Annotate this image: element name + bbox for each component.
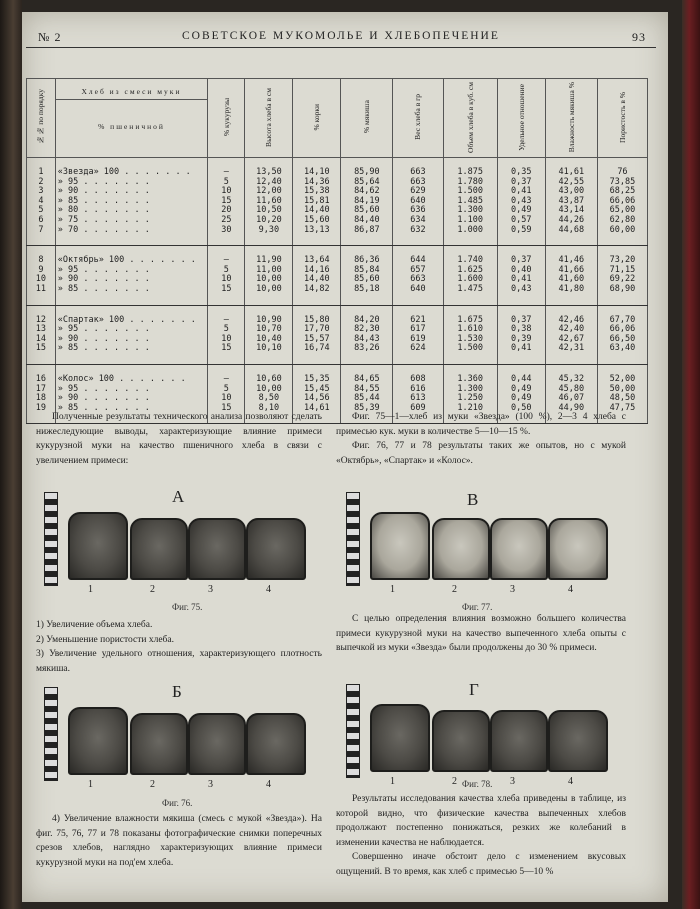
scale-ruler: [44, 492, 58, 586]
bread-slice: [490, 518, 548, 580]
table-cell: 10,10: [245, 344, 293, 364]
scale-ruler: [44, 687, 58, 781]
bread-slice: [188, 713, 246, 775]
table-cell: 1.625: [443, 266, 497, 276]
list-item: 3) Увеличение удельного отношения, характеризующего плотность мякиша.: [36, 649, 322, 674]
list-item: 1) Увеличение объема хлеба.: [36, 620, 153, 630]
table-cell: 42,67: [545, 335, 597, 345]
table-cell: —: [208, 158, 245, 178]
table-row: [27, 344, 648, 364]
table-cell: 0,49: [497, 385, 545, 395]
book-spine: [0, 0, 22, 909]
table-cell: —: [208, 364, 245, 384]
table-cell: 17: [27, 385, 56, 395]
bread-slice: [432, 710, 490, 772]
table-cell-name: » 90 . . . . . . .: [55, 394, 207, 404]
table-cell: 15,45: [293, 385, 341, 395]
table-cell: 42,31: [545, 344, 597, 364]
table-head: [27, 79, 648, 158]
figure-75-caption: Фиг. 75.: [172, 602, 203, 612]
bread-number: 4: [568, 584, 573, 595]
col-header: % корки: [293, 79, 341, 158]
table-cell: 0,43: [497, 197, 545, 207]
table-cell: 640: [393, 197, 443, 207]
figure-78-photo: [338, 684, 623, 794]
table-cell-name: » 90 . . . . . . .: [55, 335, 207, 345]
table-cell: 50,00: [597, 385, 647, 395]
table-cell: 1.360: [443, 364, 497, 384]
bread-slice: [432, 518, 490, 580]
table-row: [27, 226, 648, 246]
table-cell: 0,35: [497, 158, 545, 178]
table-cell: 609: [393, 404, 443, 424]
table-cell: 14,10: [293, 158, 341, 178]
table-cell: 9: [27, 266, 56, 276]
table-cell: 30: [208, 226, 245, 246]
table-cell: 10: [208, 275, 245, 285]
col-header: Удельное отношение: [497, 79, 545, 158]
table-cell: 624: [393, 344, 443, 364]
table-row: [27, 364, 648, 384]
bread-number: 1: [390, 584, 395, 595]
right-method-text: С целью определения влияния возможно большего количества примеси кукурузной муки на качество выпеченного хлеба опыты с выпечкой из муки «Звезда» были продолжены до 30 % примеси.: [336, 614, 626, 653]
table-cell-name: » 75 . . . . . . .: [55, 216, 207, 226]
bread-number: 3: [510, 584, 515, 595]
bread-slice: [68, 512, 128, 580]
table-cell: 16: [27, 364, 56, 384]
table-cell: 14,61: [293, 404, 341, 424]
bread-number: 3: [510, 776, 515, 787]
table-cell: 5: [208, 385, 245, 395]
bread-slice: [68, 707, 128, 775]
table-cell: 46,07: [545, 394, 597, 404]
table-cell: 41,66: [545, 266, 597, 276]
bread-number: 1: [390, 776, 395, 787]
figure-77-caption: Фиг. 77.: [462, 602, 493, 612]
table-cell: 85,90: [341, 158, 393, 178]
table-cell: 632: [393, 226, 443, 246]
table-cell: 644: [393, 246, 443, 266]
journal-title: СОВЕТСКОЕ МУКОМОЛЬЕ И ХЛЕБОПЕЧЕНИЕ: [182, 30, 500, 42]
table-cell: 85,64: [341, 178, 393, 188]
bread-slice: [130, 518, 188, 580]
table-cell: 3: [27, 187, 56, 197]
table-cell: 1.500: [443, 187, 497, 197]
table-cell: 10,20: [245, 216, 293, 226]
table-cell: 10,00: [245, 285, 293, 305]
table-cell: 1.780: [443, 178, 497, 188]
table-cell: 629: [393, 187, 443, 197]
table-cell: 10,60: [245, 364, 293, 384]
table-cell: 663: [393, 275, 443, 285]
table-cell: 85,60: [341, 206, 393, 216]
table-cell: 6: [27, 216, 56, 226]
bread-slice: [490, 710, 548, 772]
table-cell: 44,26: [545, 216, 597, 226]
table-cell: 48,50: [597, 394, 647, 404]
table-cell: 66,06: [597, 197, 647, 207]
bread-slice: [548, 518, 608, 580]
table-cell: 45,32: [545, 364, 597, 384]
table-cell: 1.250: [443, 394, 497, 404]
figure-76-photo: [36, 687, 306, 797]
bread-number: 2: [150, 779, 155, 790]
table-cell: 62,80: [597, 216, 647, 226]
table-cell-name: » 95 . . . . . . .: [55, 385, 207, 395]
table-cell: 84,43: [341, 335, 393, 345]
table-cell: 0,37: [497, 178, 545, 188]
bread-number: 4: [568, 776, 573, 787]
table-cell: 41,60: [545, 275, 597, 285]
table-cell: 0,38: [497, 325, 545, 335]
table-cell: 14,40: [293, 275, 341, 285]
table-cell: 10,50: [245, 206, 293, 216]
table-cell: 68,90: [597, 285, 647, 305]
table-cell: 0,41: [497, 275, 545, 285]
col-header: % кукурузы: [208, 79, 245, 158]
table-cell: 71,15: [597, 266, 647, 276]
table-cell: 13: [27, 325, 56, 335]
bread-slice: [370, 704, 430, 772]
table-cell: —: [208, 305, 245, 325]
table-cell: 10: [208, 187, 245, 197]
table-cell: 5: [208, 178, 245, 188]
scale-ruler: [346, 684, 360, 778]
table-cell: 52,00: [597, 364, 647, 384]
table-cell: 0,39: [497, 335, 545, 345]
table-cell: 1.210: [443, 404, 497, 424]
table-cell: 63,40: [597, 344, 647, 364]
table-cell: 85,39: [341, 404, 393, 424]
table-cell: 14,40: [293, 206, 341, 216]
table-cell: 15,81: [293, 197, 341, 207]
table-cell: 44,68: [545, 226, 597, 246]
table-cell: 4: [27, 197, 56, 207]
col-header: №№ по порядку: [27, 79, 56, 158]
table-cell: 20: [208, 206, 245, 216]
table-cell: 84,40: [341, 216, 393, 226]
figure-a-letter: А: [172, 487, 185, 506]
figure-77-photo: [338, 492, 623, 602]
figure-g-letter: Г: [469, 680, 479, 699]
bread-slice: [246, 713, 306, 775]
book-cover-edge: [682, 0, 700, 909]
col-header: Влажность мякиша %: [545, 79, 597, 158]
table-cell-name: » 90 . . . . . . .: [55, 187, 207, 197]
table-cell: 65,00: [597, 206, 647, 216]
table-cell: 1.300: [443, 206, 497, 216]
bread-number: 4: [266, 779, 271, 790]
table-cell: 7: [27, 226, 56, 246]
table-cell-name: » 85 . . . . . . .: [55, 197, 207, 207]
table-cell: 10,00: [245, 275, 293, 285]
table-row: [27, 305, 648, 325]
table-cell: 617: [393, 325, 443, 335]
table-row: [27, 285, 648, 305]
table-cell: 613: [393, 394, 443, 404]
table-cell: —: [208, 246, 245, 266]
table-cell: 66,50: [597, 335, 647, 345]
table-cell-name: » 95 . . . . . . .: [55, 266, 207, 276]
bread-number: 2: [452, 584, 457, 595]
table-cell: 41,46: [545, 246, 597, 266]
table-cell: 68,25: [597, 187, 647, 197]
bread-quality-table: [26, 78, 648, 424]
table-cell: 0,37: [497, 246, 545, 266]
table-cell: 1.000: [443, 226, 497, 246]
col-header: Вес хлеба в гр: [393, 79, 443, 158]
table-cell: 15: [27, 344, 56, 364]
table-cell: 73,85: [597, 178, 647, 188]
page-number: 93: [632, 30, 646, 44]
table-cell: 43,87: [545, 197, 597, 207]
table-cell: 1.740: [443, 246, 497, 266]
table-cell: 1.500: [443, 344, 497, 364]
table-cell: 10,90: [245, 305, 293, 325]
table-cell: 73,20: [597, 246, 647, 266]
table-cell-name: «Звезда» 100 . . . . . . .: [55, 158, 207, 178]
table-cell: 15: [208, 344, 245, 364]
table-cell: 1: [27, 158, 56, 178]
table-cell: 85,44: [341, 394, 393, 404]
table-cell: 25: [208, 216, 245, 226]
table-cell: 15,38: [293, 187, 341, 197]
col-header: Хлеб из смеси муки % пшеничной: [55, 79, 207, 158]
table-cell-name: «Колос» 100 . . . . . . .: [55, 364, 207, 384]
table-cell: 85,18: [341, 285, 393, 305]
table-cell: 10,70: [245, 325, 293, 335]
table-cell: 11: [27, 285, 56, 305]
table-cell: 86,87: [341, 226, 393, 246]
bread-number: 1: [88, 584, 93, 595]
table-cell: 85,84: [341, 266, 393, 276]
col-header: % мякиша: [341, 79, 393, 158]
issue-number: № 2: [38, 30, 62, 44]
journal-page: [22, 12, 668, 902]
table-cell-name: «Спартак» 100 . . . . . . .: [55, 305, 207, 325]
table-cell: 640: [393, 285, 443, 305]
figure-76-caption: Фиг. 76.: [162, 798, 193, 808]
table-cell: 11,60: [245, 197, 293, 207]
table-cell: 1.600: [443, 275, 497, 285]
scale-ruler: [346, 492, 360, 586]
table-cell: 41,80: [545, 285, 597, 305]
left-intro-text: Полученные результаты технического анализа позволяют сделать нижеследующие выводы, характеризующие влияние примеси кукурузной муки на качество пшеничного хлеба в связи с увеличением примеси:: [36, 412, 322, 466]
table-cell: 0,37: [497, 305, 545, 325]
table-cell: 8,50: [245, 394, 293, 404]
bread-slice: [246, 518, 306, 580]
table-cell: 17,70: [293, 325, 341, 335]
col-header: Пористость в %: [597, 79, 647, 158]
table-cell: 15: [208, 404, 245, 424]
table-cell: 14,82: [293, 285, 341, 305]
table-cell: 42,55: [545, 178, 597, 188]
table-cell: 1.610: [443, 325, 497, 335]
table-cell: 0,40: [497, 266, 545, 276]
list-item: 2) Уменьшение пористости хлеба.: [36, 634, 174, 645]
bread-slice: [130, 713, 188, 775]
col-header: Высота хлеба в см: [245, 79, 293, 158]
table-cell: 0,41: [497, 187, 545, 197]
header-rule: [26, 47, 656, 48]
table-cell: 15,60: [293, 216, 341, 226]
running-header: [32, 30, 654, 44]
table-cell: 67,70: [597, 305, 647, 325]
table-cell: 10,00: [245, 385, 293, 395]
table-cell: 0,44: [497, 364, 545, 384]
table-cell: 82,30: [341, 325, 393, 335]
table-cell: 42,46: [545, 305, 597, 325]
bread-number: 3: [208, 584, 213, 595]
right-results-text: Результаты исследования качества хлеба приведены в таблице, из которой видно, что физические качества выпеченных хлебов продолжают постепенно понижаться, резких же колебаний в изменении качества не наблюдается. Совершенно иначе обстоит дело с изменением вкусовых ощущений. В то время, как хлеб с примесью 5—10 %: [336, 794, 626, 877]
table-cell: 47,75: [597, 404, 647, 424]
figure-78-caption: Фиг. 78.: [462, 779, 493, 789]
table-cell: 621: [393, 305, 443, 325]
table-cell: 2: [27, 178, 56, 188]
table-cell: 15,35: [293, 364, 341, 384]
table-cell: 0,43: [497, 285, 545, 305]
table-cell: 66,06: [597, 325, 647, 335]
table-cell: 84,20: [341, 305, 393, 325]
table-body: [27, 158, 648, 424]
table-cell: 10: [208, 335, 245, 345]
table-cell: 43,14: [545, 206, 597, 216]
table-cell: 1.475: [443, 285, 497, 305]
table-cell: 12,00: [245, 187, 293, 197]
table-cell: 1.875: [443, 158, 497, 178]
table-cell: 14: [27, 335, 56, 345]
table-cell: 11,90: [245, 246, 293, 266]
table-cell: 83,26: [341, 344, 393, 364]
table-cell: 12: [27, 305, 56, 325]
table-cell: 5: [208, 325, 245, 335]
table-cell: 84,62: [341, 187, 393, 197]
table-cell-name: » 85 . . . . . . .: [55, 344, 207, 364]
bread-slice: [188, 518, 246, 580]
table-cell: 15,80: [293, 305, 341, 325]
table-cell: 10: [208, 394, 245, 404]
table-cell-name: «Октябрь» 100 . . . . . . .: [55, 246, 207, 266]
table-cell: 19: [27, 404, 56, 424]
table-cell-name: » 70 . . . . . . .: [55, 226, 207, 246]
table-cell: 0,57: [497, 216, 545, 226]
table-cell: 11,00: [245, 266, 293, 276]
table-row: [27, 246, 648, 266]
table-cell: 13,13: [293, 226, 341, 246]
table-cell: 43,00: [545, 187, 597, 197]
table-cell: 616: [393, 385, 443, 395]
table-cell: 0,49: [497, 394, 545, 404]
table-cell: 636: [393, 206, 443, 216]
table-cell: 1.485: [443, 197, 497, 207]
table-cell-name: » 95 . . . . . . .: [55, 178, 207, 188]
table-cell: 15,57: [293, 335, 341, 345]
table-cell: 84,65: [341, 364, 393, 384]
table-cell: 657: [393, 266, 443, 276]
table-cell: 15: [208, 197, 245, 207]
figure-75-photo: [36, 492, 306, 602]
table-cell: 634: [393, 216, 443, 226]
table-cell: 5: [27, 206, 56, 216]
figure-b-letter: Б: [172, 682, 182, 701]
table-cell: 608: [393, 364, 443, 384]
table-cell: 14,36: [293, 178, 341, 188]
table-cell: 16,74: [293, 344, 341, 364]
table-cell: 10,40: [245, 335, 293, 345]
figure-v-letter: В: [467, 490, 479, 509]
table-cell-name: » 95 . . . . . . .: [55, 325, 207, 335]
table-cell: 69,22: [597, 275, 647, 285]
table-cell: 42,40: [545, 325, 597, 335]
table-cell: 14,16: [293, 266, 341, 276]
table-cell: 663: [393, 158, 443, 178]
table-cell: 0,50: [497, 404, 545, 424]
table-cell-name: » 80 . . . . . . .: [55, 206, 207, 216]
table-cell: 9,30: [245, 226, 293, 246]
table-cell: 41,61: [545, 158, 597, 178]
table-cell: 1.675: [443, 305, 497, 325]
table-cell: 1.100: [443, 216, 497, 226]
table-cell: 45,80: [545, 385, 597, 395]
col-header: Объем хлеба в куб. см: [443, 79, 497, 158]
table-cell-name: » 85 . . . . . . .: [55, 285, 207, 305]
table-cell: 0,59: [497, 226, 545, 246]
bread-number: 3: [208, 779, 213, 790]
table-cell: 12,40: [245, 178, 293, 188]
table-cell: 619: [393, 335, 443, 345]
bread-slice: [548, 710, 608, 772]
table-cell: 86,36: [341, 246, 393, 266]
bread-number: 4: [266, 584, 271, 595]
table-cell: 13,50: [245, 158, 293, 178]
table-cell-name: » 85 . . . . . . .: [55, 404, 207, 424]
table-cell: 60,00: [597, 226, 647, 246]
table-cell: 1.300: [443, 385, 497, 395]
right-caption-text: Фиг. 75—1—хлеб из муки «Звезда» (100 %), 2—3 4 хлеба с примесью кук. муки в количестве 5—10—15 %. Фиг. 76, 77 и 78 результаты таких же опытов, но с мукой «Октябрь», «Спартак» и «Колос».: [336, 412, 626, 466]
table-cell: 18: [27, 394, 56, 404]
bread-number: 2: [150, 584, 155, 595]
table-cell: 85,60: [341, 275, 393, 285]
table-cell: 5: [208, 266, 245, 276]
table-cell: 663: [393, 178, 443, 188]
left-list: [36, 618, 322, 676]
bread-number: 1: [88, 779, 93, 790]
left-conclusion-text: 4) Увеличение влажности мякиша (смесь с мукой «Звезда»). На фиг. 75, 76, 77 и 78 показаны фотографические снимки поперечных срезов хлебов, наглядно характеризующих влияние примеси кукурузной муки на под'ем хлеба.: [36, 814, 322, 868]
table-cell: 0,41: [497, 344, 545, 364]
table-cell: 8,10: [245, 404, 293, 424]
bread-slice: [370, 512, 430, 580]
table-cell: 84,19: [341, 197, 393, 207]
table-cell: 44,90: [545, 404, 597, 424]
table-cell: 10: [27, 275, 56, 285]
table-cell: 84,55: [341, 385, 393, 395]
table-cell: 0,49: [497, 206, 545, 216]
table-cell: 8: [27, 246, 56, 266]
table-cell: 1.530: [443, 335, 497, 345]
table-cell-name: » 90 . . . . . . .: [55, 275, 207, 285]
table-cell: 76: [597, 158, 647, 178]
table-cell: 15: [208, 285, 245, 305]
table-cell: 13,64: [293, 246, 341, 266]
bread-number: 2: [452, 776, 457, 787]
table-cell: 14,56: [293, 394, 341, 404]
table-row: [27, 158, 648, 178]
